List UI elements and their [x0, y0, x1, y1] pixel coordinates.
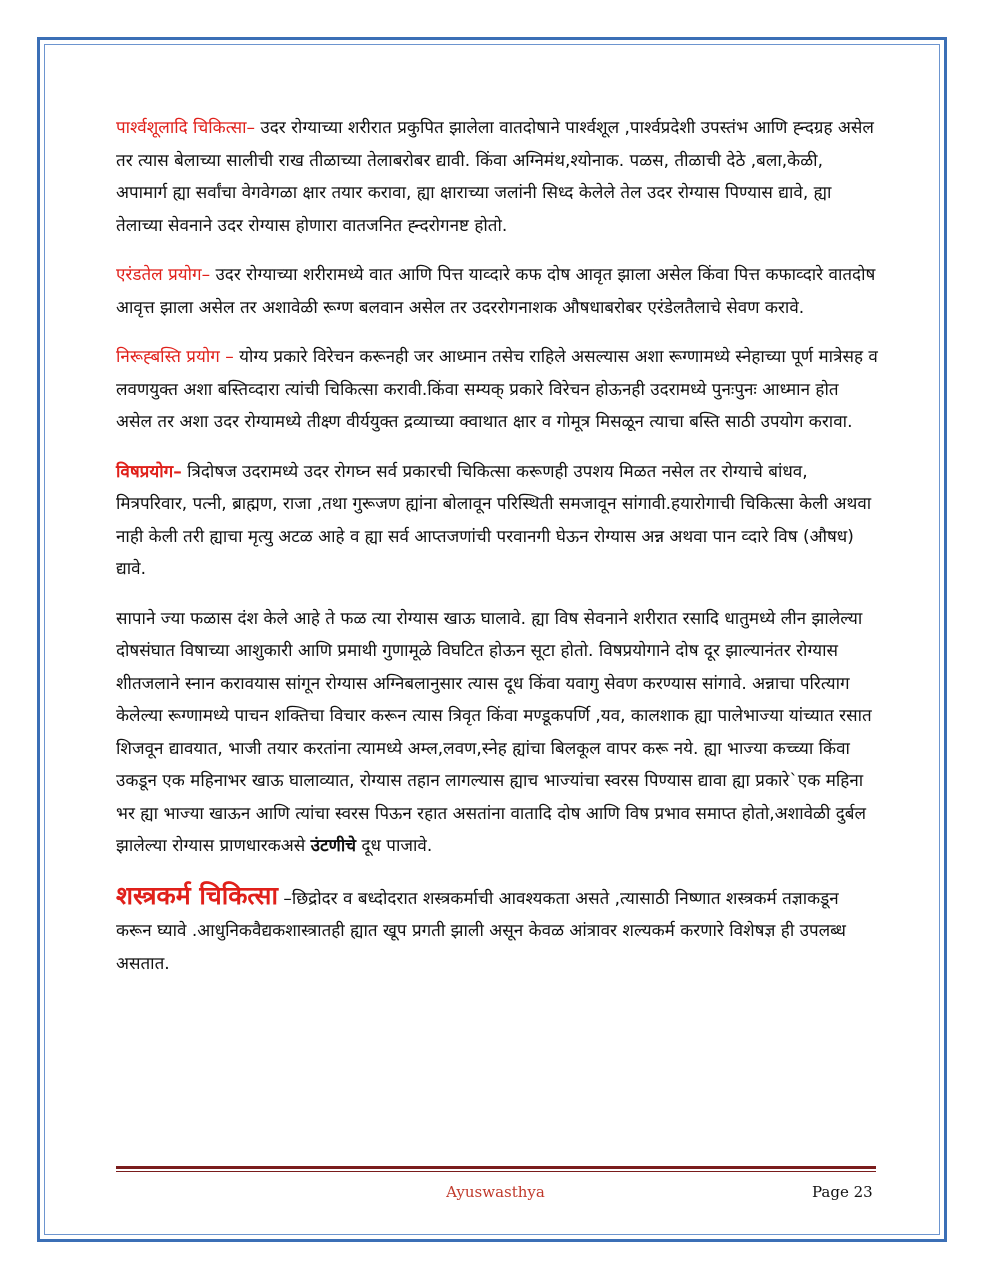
- footer-divider-thin: [116, 1171, 876, 1172]
- paragraph-text: त्रिदोषज उदरामध्ये उदर रोगघ्न सर्व प्रकारची चिकित्सा करूणही उपशय मिळत नसेल तर रोग्याचे बांधव, मित्रपरिवार, पत्नी, ब्राह्मण, राजा ,तथा गुरूजण ह्यांना बोलावून परिस्थिती समजावून सांगावी.हयारोगाची चिकित्सा केली अथवा नाही केली तरी ह्याचा मृत्यु अटळ आहे व ह्या सर्व आप्तजणांची परवानगी घेऊन रोग्यास अन्न अथवा पान व्दारे विष (औषध) द्यावे.: [116, 461, 872, 579]
- bold-term: उंटणीचे: [310, 836, 357, 856]
- paragraph-shastrakarma: [116, 880, 878, 981]
- paragraph-text: उदर रोग्याच्या शरीरात प्रकुपित झालेला वातदोषाने पार्श्वशूल ,पार्श्वप्रदेशी उपस्तंभ आणि ह्न्दग्रह असेल तर त्यास बेलाच्या सालीची राख तीळाच्या तेलाबरोबर द्यावी. किंवा अग्निमंथ,श्योनाक. पळस, तीळाची देठे ,बला,केळी, अपामार्ग ह्या सर्वांचा वेगवेगळा क्षार तयार करावा, ह्या क्षाराच्या जलांनी सिध्द केलेले तेल उदर रोग्यास पिण्यास द्यावे, ह्या तेलाच्या सेवनाने उदर रोग्यास होणारा वातजनित ह्न्दरोगनष्ट होतो.: [116, 118, 874, 236]
- paragraph-vishprayog: [116, 456, 878, 586]
- paragraph-text: दूध पाजावे.: [356, 836, 433, 856]
- paragraph-text: –छिद्रोदर व बध्दोदरात शस्त्रकर्माची आवश्यकता असते ,त्यासाठी निष्णात शस्त्रकर्म तज्ञाकडून करून घ्यावे .आधुनिकवैद्यकशास्त्रातही ह्यात खूप प्रगती झाली असून केवळ आंत्रावर शल्यकर्म करणारे विशेषज्ञ ही उपलब्ध असतात.: [116, 888, 846, 974]
- paragraph-text: उदर रोग्याच्या शरीरामध्ये वात आणि पित्त याव्दारे कफ दोष आवृत झाला असेल किंवा पित्त कफाव्दारे वातदोष आवृत्त झाला असेल तर अशावेळी रूग्ण बलवान असेल तर उदररोगनाशक औषधाबरोबर एरंडेलतैलाचे सेवण करावे.: [116, 265, 876, 318]
- paragraph-niruhbasti: [116, 341, 878, 439]
- heading-vishprayog: विषप्रयोग–: [116, 461, 182, 482]
- footer-divider-thick: [116, 1166, 876, 1169]
- heading-parshvashool: पार्श्वशूलादि चिकित्सा–: [116, 118, 255, 138]
- paragraph-parshvashool: [116, 112, 878, 242]
- heading-erandtel: एरंडतेल प्रयोग–: [116, 265, 211, 285]
- footer-divider: [116, 1166, 876, 1172]
- heading-niruhbasti: निरूह्बस्ति प्रयोग –: [116, 347, 234, 367]
- paragraph-text: सापाने ज्या फळास दंश केले आहे ते फळ त्या रोग्यास खाऊ घालावे. ह्या विष सेवनाने शरीरात रसादि धातुमध्ये लीन झालेल्या दोषसंघात विषाच्या आशुकारी आणि प्रमाथी गुणामूळे विघटित होऊन सूटा होतो. विषप्रयोगाने दोष दूर झाल्यानंतर रोग्यास शीतजलाने स्नान करावयास सांगून रोग्यास अग्निबलानुसार त्यास दूध किंवा यवागु सेवण करण्यास सांगावे. अन्नाचा परित्याग केलेल्या रूग्णामध्ये पाचन शक्तिचा विचार करून त्यास त्रिवृत किंवा मण्डूकपर्णि ,यव, कालशाक ह्या पालेभाज्या यांच्यात रसात शिजवून द्यावयात, भाजी तयार करतांना त्यामध्ये अम्ल,लवण,स्नेह ह्यांचा बिलकूल वापर करू नये. ह्या भाज्या कच्च्या किंवा उकडून एक महिनाभर खाऊ घालाव्यात, रोग्यास तहान लागल्यास ह्याच भाज्यांचा स्वरस पिण्यास द्यावा ह्या प्रकारे`एक महिना भर ह्या भाज्या खाऊन आणि त्यांचा स्वरस पिऊन रहात असतांना वातादि दोष आणि विष प्रभाव समाप्त होतो,अशावेळी दुर्बल झालेल्या रोग्यास प्राणधारकअसे: [116, 608, 872, 856]
- heading-shastrakarma: शस्त्रकर्म चिकित्सा: [116, 880, 278, 910]
- paragraph-text: योग्य प्रकारे विरेचन करूनही जर आध्मान तसेच राहिले असल्यास अशा रूग्णामध्ये स्नेहाच्या पूर्ण मात्रेसह व लवणयुक्त अशा बस्तिव्दारा त्यांची चिकित्सा करावी.किंवा सम्यक् प्रकारे विरेचन होऊनही उदरामध्ये पुनःपुनः आध्मान होत असेल तर अशा उदर रोग्यामध्ये तीक्ष्ण वीर्ययुक्त द्रव्याच्या क्वाथात क्षार व गोमूत्र मिसळून त्याचा बस्ति साठी उपयोग करावा.: [116, 347, 878, 432]
- document-body: [116, 112, 878, 997]
- paragraph-erandtel: [116, 259, 878, 324]
- paragraph-sapane: [116, 603, 878, 863]
- page-number: Page 23: [812, 1183, 873, 1201]
- footer-title: Ayuswasthya: [446, 1183, 545, 1201]
